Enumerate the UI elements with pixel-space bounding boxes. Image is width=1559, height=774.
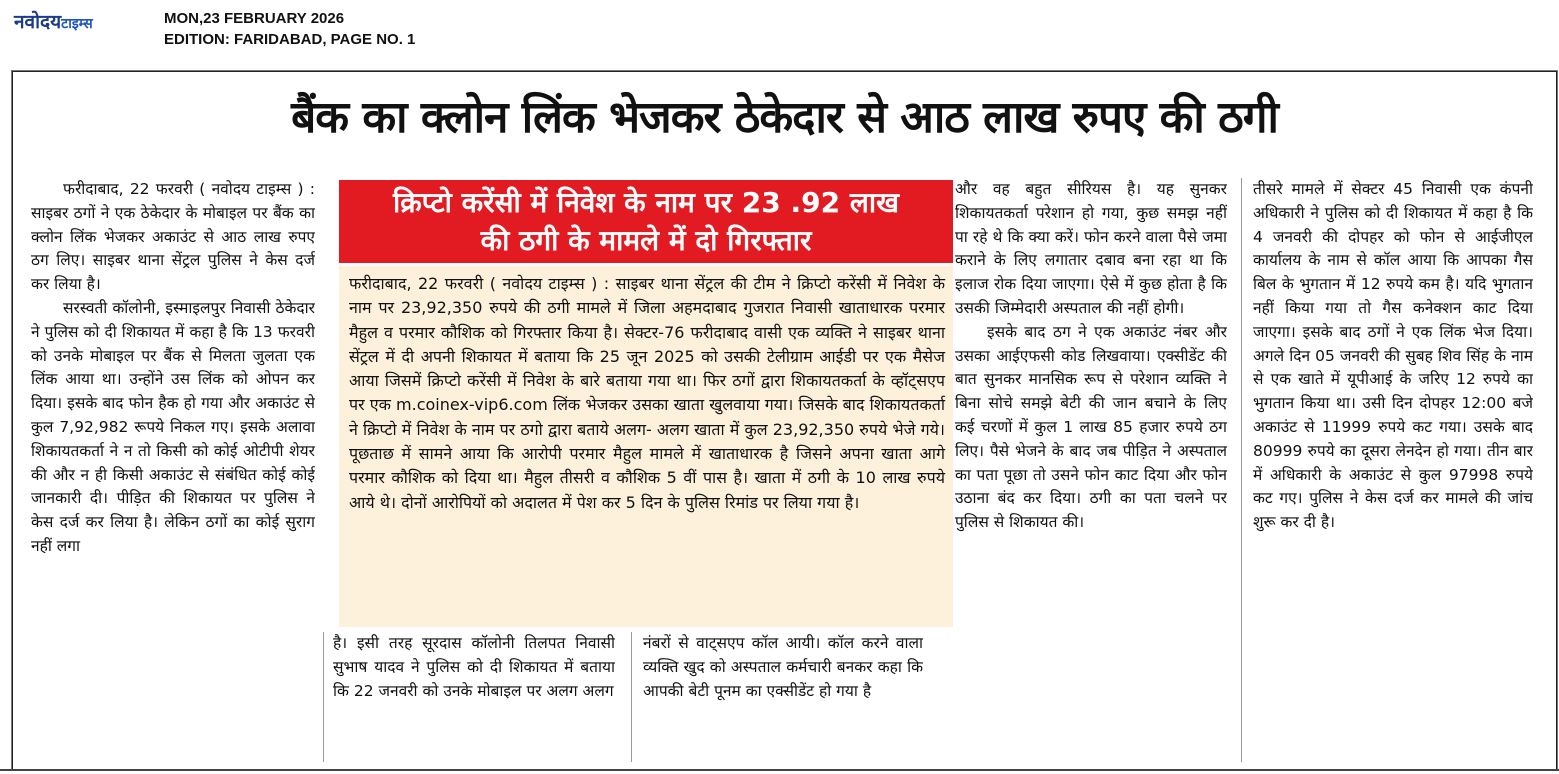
bottom-rule <box>0 769 1559 771</box>
boxed-headline-line-1: क्रिप्टो करेंसी में निवेश के नाम पर 23 .92 लाख <box>392 186 899 219</box>
paragraph: इसके बाद ठग ने एक अकाउंट नंबर और उसका आईएफसी कोड लिखवाया। एक्सीडेंट की बात सुनकर मानसिक रूप से परेशान व्यक्ति ने बिना सोचे समझे बेटी की जान बचाने के लिए कई चरणों में कुल 1 लाख 85 हजार रुपये ठग लिए। पैसे भेजने के बाद जब पीड़ित ने अस्पताल का पता पूछा तो उसने फोन काट दिया और फोन उठाना बंद कर दिया। ठगी का पता चलने पर पुलिस से शिकायत की। <box>955 322 1227 532</box>
masthead-bar <box>0 0 1559 60</box>
logo-main: नवोदय <box>14 11 62 33</box>
article-column-3 <box>643 632 923 768</box>
main-headline: बैंक का क्लोन लिंक भेजकर ठेकेदार से आठ लाख रुपए की ठगी <box>291 92 1278 143</box>
column-divider <box>323 632 324 762</box>
edition-info <box>164 8 415 50</box>
article-column-4 <box>955 178 1227 768</box>
article-column-1 <box>31 178 315 768</box>
boxed-headline-line-2: की ठगी के मामले में दो गिरफ्तार <box>480 224 812 257</box>
newspaper-logo[interactable] <box>14 8 93 34</box>
column-divider <box>1241 178 1242 762</box>
column-divider <box>631 632 632 762</box>
paragraph: है। इसी तरह सूरदास कॉलोनी तिलपत निवासी सुभाष यादव ने पुलिस को दी शिकायत में बताया कि 22 जनवरी को उनके मोबाइल पर अलग अलग <box>333 634 615 700</box>
paragraph: सरस्वती कॉलोनी, इस्माइलपुर निवासी ठेकेदार ने पुलिस को दी शिकायत में कहा है कि 13 फरवरी को उनके मोबाइल पर बैंक से मिलता जुलता एक लिंक आया था। उन्होंने उस लिंक को ओपन कर दिया। इसके बाद फोन हैक हो गया और अकाउंट से कुल 7,92,982 रूपये निकल गए। इसके अलावा शिकायतकर्ता ने न तो किसी को कोई ओटीपी शेयर की और न ही किसी अकाउंट से संबंधित कोई कोई जानकारी दी। पीड़ित की शिकायत पर पुलिस ने केस दर्ज कर लिया है। लेकिन ठगों का कोई सुराग नहीं लगा <box>31 298 315 555</box>
boxed-story-body <box>339 266 953 627</box>
paragraph: और वह बहुत सीरियस है। यह सुनकर शिकायतकर्ता परेशान हो गया, कुछ समझ नहीं पा रहे थे कि क्या करें। फोन करने वाला पैसे जमा कराने के लिए लगातार दबाव बना रहा था कि इलाज रोक दिया जाएगा। ऐसे में कुछ होता है कि उसकी जिम्मेदारी अस्पताल की नहीं होगी। <box>955 180 1227 317</box>
newspaper-clipping <box>12 71 1557 770</box>
boxed-story-paragraph: फरीदाबाद, 22 फरवरी ( नवोदय टाइम्स ) : साइबर थाना सेंट्रल की टीम ने क्रिप्टो करेंसी में निवेश के नाम पर 23,92,350 रुपये की ठगी मामले में जिला अहमदाबाद गुजरात निवासी खाताधारक परमार मैहुल व परमार कौशिक को गिरफ्तार किया है। सेक्टर-76 फरीदाबाद वासी एक व्यक्ति ने साइबर थाना सेंट्रल में दी अपनी शिकायत में बताया कि 25 जून 2025 को उसकी टेलीग्राम आईडी पर एक मैसेज आया जिसमें क्रिप्टो करेंसी में निवेश के बारे बताया गया था। फिर ठगों द्वारा शिकायतकर्ता के व्हॉट्सएप पर एक m.coinex-vip6.com लिंक भेजकर उसका खाता खुलवाया गया। जिसके बाद शिकायतकर्ता ने क्रिप्टो में निवेश के नाम पर ठगो द्वारा बताये अलग- अलग खाता में कुल 23,92,350 रुपये भेजे गये। पूछताछ में सामने आया कि आरोपी परमार मैहुल मामले में खाताधारक है जिसने अपना खाता आगे परमार कौशिक को दिया था। मैहुल तीसरी व कौशिक 5 वीं पास है। खाता में ठगी के 10 लाख रुपये आये थे। दोनों आरोपियों को अदालत में पेश कर 5 दिन के पुलिस रिमांड पर लिया गया है। <box>349 274 945 512</box>
paragraph: फरीदाबाद, 22 फरवरी ( नवोदय टाइम्स ) : साइबर ठगों ने एक ठेकेदार के मोबाइल पर बैंक का क्लोन लिंक भेजकर अकाउंट से आठ लाख रुपए ठग लिए। साइबर थाना सेंट्रल पुलिस ने केस दर्ज कर लिया है। <box>31 180 315 294</box>
paragraph: तीसरे मामले में सेक्टर 45 निवासी एक कंपनी अधिकारी ने पुलिस को दी शिकायत में कहा है कि 4 जनवरी की दोपहर को फोन से आईजीएल कार्यालय के नाम से कॉल आया कि आपका गैस बिल के भुगतान में 12 रुपये कम है। यदि भुगतान नहीं किया गया तो गैस कनेक्शन काट दिया जाएगा। इसके बाद ठगों ने एक लिंक भेज दिया। अगले दिन 05 जनवरी की सुबह शिव सिंह के नाम से एक खाते में यूपीआई के जरिए 12 रुपये का भुगतान किया था। उसी दिन दोपहर 12:00 बजे अकाउंट से 11999 रुपये कट गया। उसके बाद 80999 रुपये का दूसरा लेनदेन हो गया। तीन बार में अधिकारी के अकाउंट से कुल 97998 रुपये कट गए। पुलिस ने केस दर्ज कर मामले की जांच शुरू कर दी है। <box>1253 180 1533 532</box>
article-column-5 <box>1253 178 1533 768</box>
edition-page: EDITION: FARIDABAD, PAGE NO. 1 <box>164 31 416 48</box>
article-column-2 <box>333 632 615 768</box>
paragraph: नंबरों से वाट्सएप कॉल आयी। कॉल करने वाला व्यक्ति खुद को अस्पताल कर्मचारी बनकर कहा कि आपकी बेटी पूनम का एक्सीडेंट हो गया है <box>643 634 923 700</box>
boxed-story-headline <box>339 180 953 263</box>
issue-date: MON,23 FEBRUARY 2026 <box>164 10 345 27</box>
logo-sub: टाइम्स <box>61 16 93 32</box>
